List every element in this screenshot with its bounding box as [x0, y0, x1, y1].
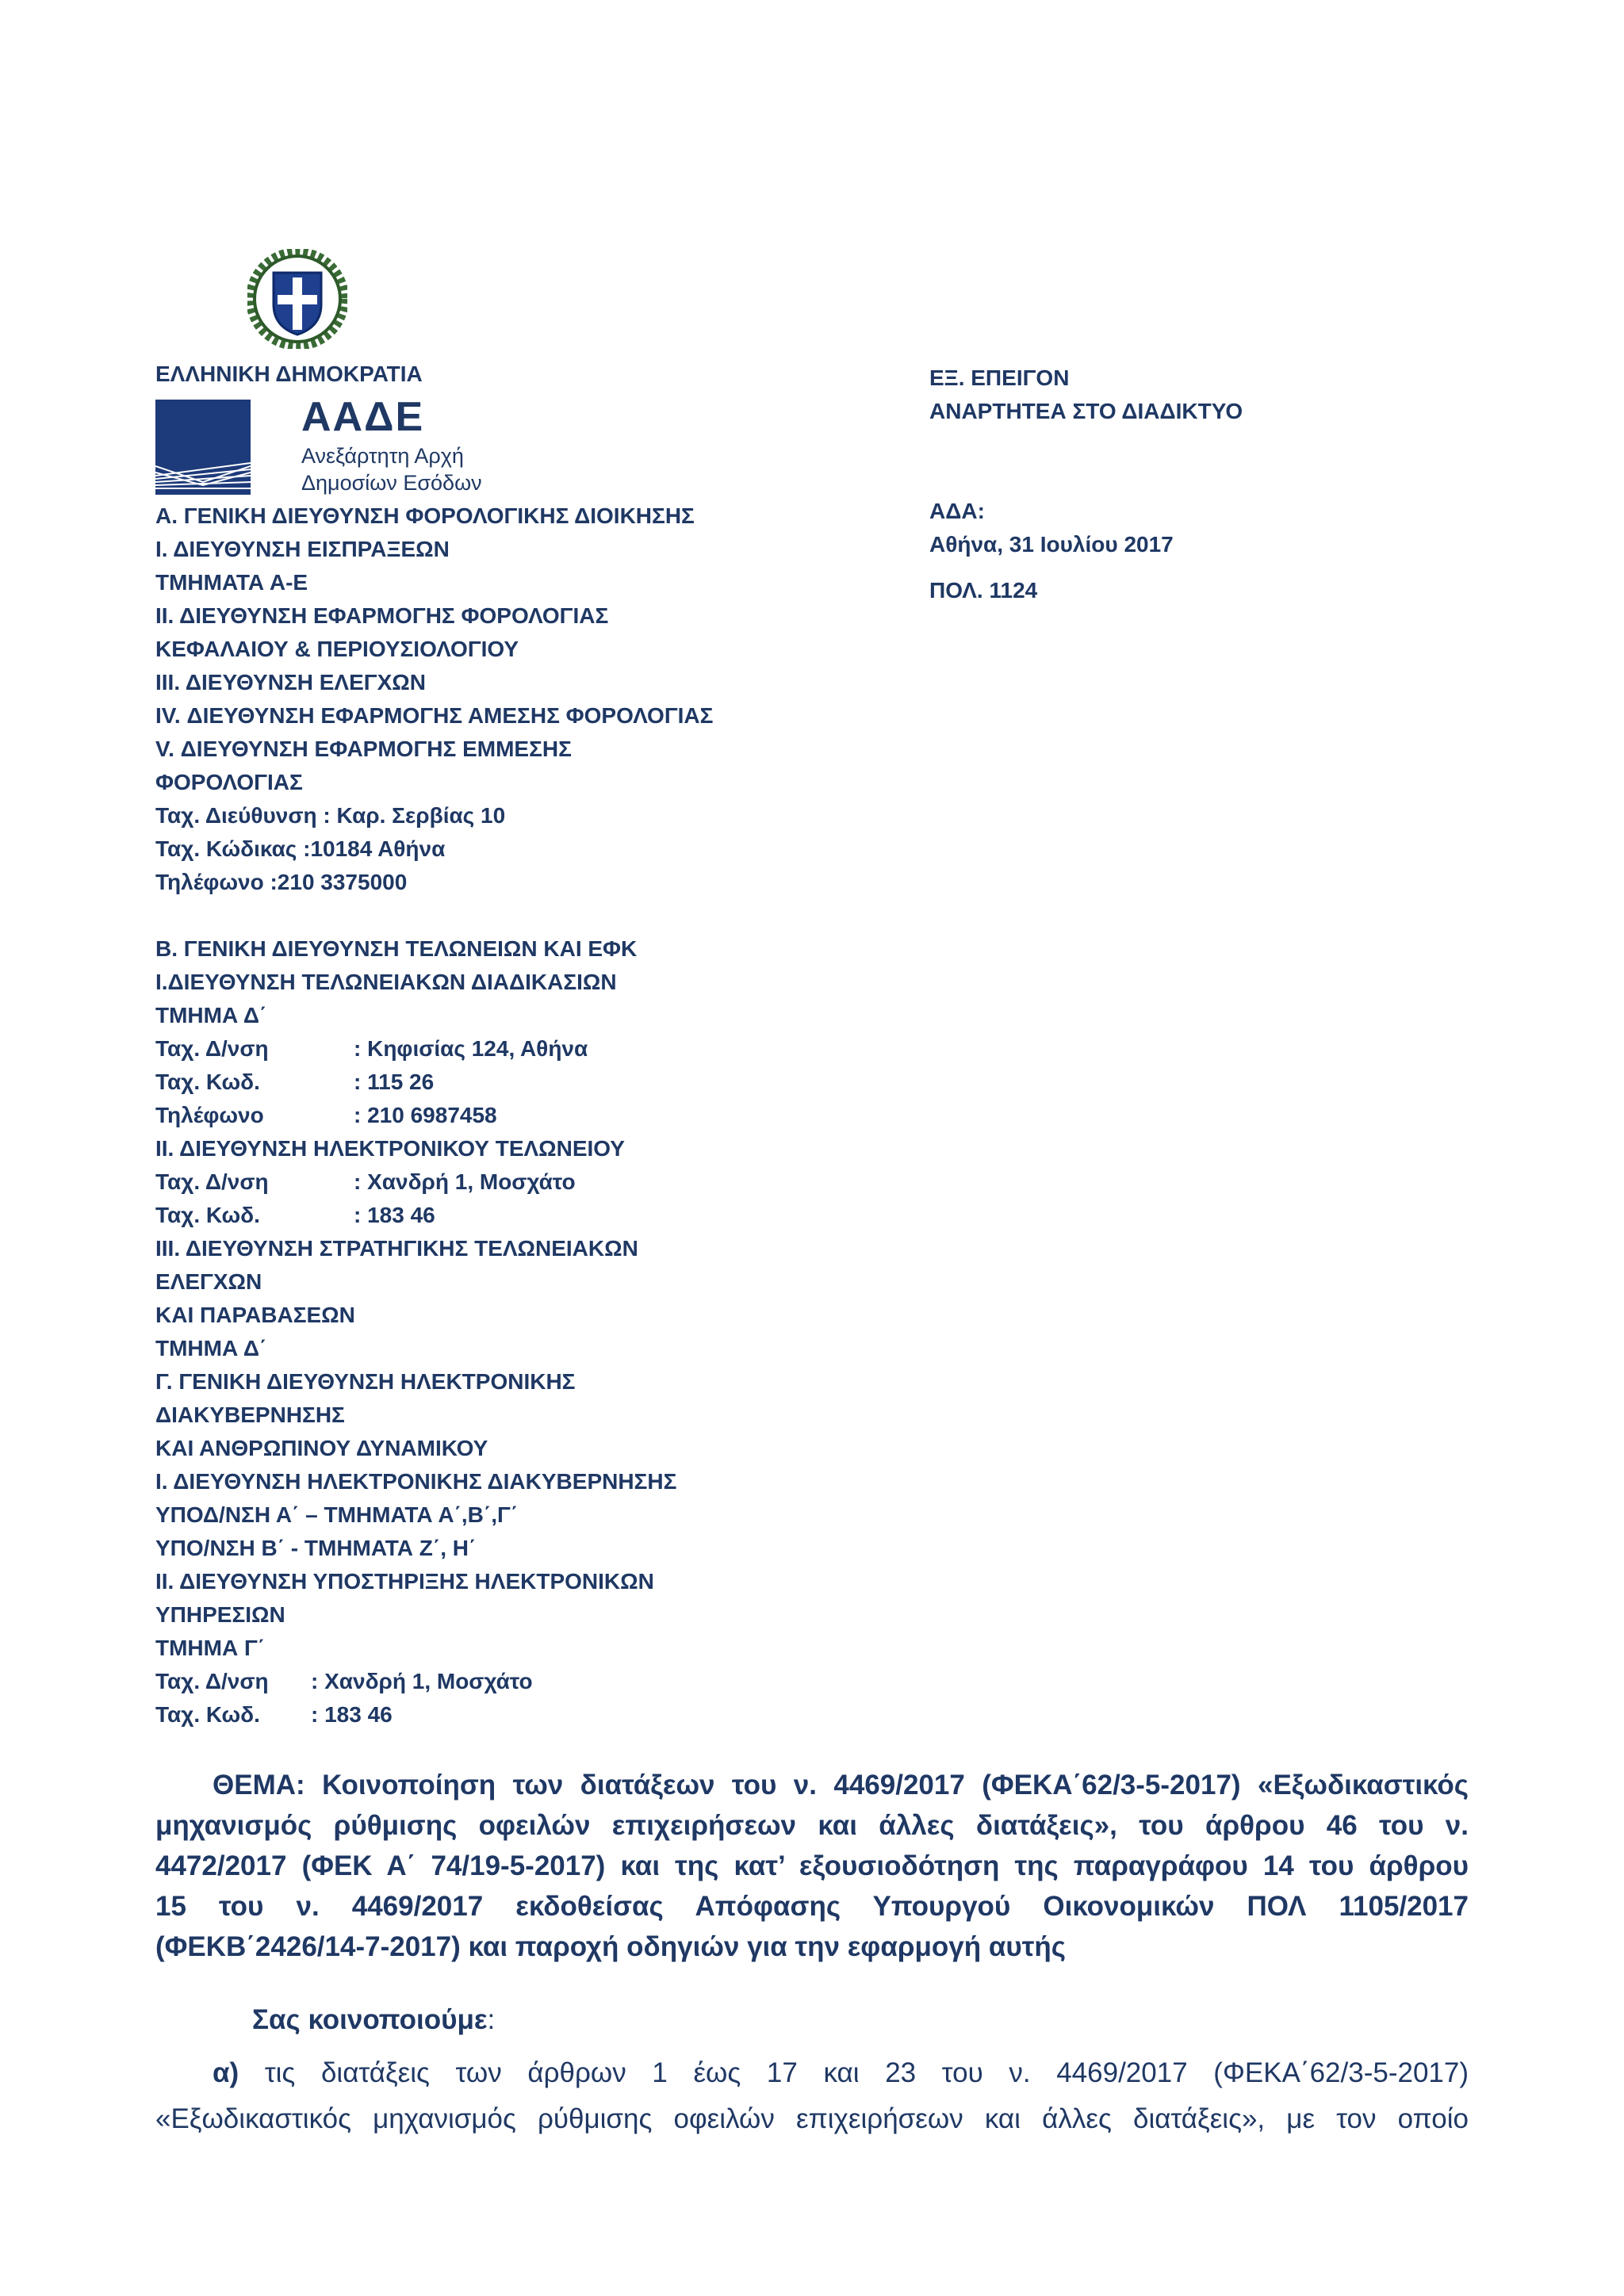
urgent-label: ΕΞ. ΕΠΕΙΓΟΝ [929, 365, 1070, 390]
address-line: ΥΠΟ/ΝΣΗ Β΄ - ΤΜΗΜΑΤΑ Ζ΄, Η΄ [155, 1536, 477, 1560]
aade-subtitle-2: Δημοσίων Εσόδων [301, 471, 482, 495]
address-line: ΙΙΙ. ΔΙΕΥΘΥΝΣΗ ΣΤΡΑΤΗΓΙΚΗΣ ΤΕΛΩΝΕΙΑΚΩΝ [155, 1236, 638, 1261]
subject-line: 4472/2017 (ΦΕΚ Α΄ 74/19-5-2017) και της κατ’ εξουσιοδότηση της παραγράφου 14 του άρθρου [155, 1850, 1469, 1881]
notify-colon: : [487, 2004, 496, 2035]
address-value: : 210 6987458 [354, 1103, 497, 1127]
address-kv [155, 1665, 790, 1698]
address-kv [155, 1199, 790, 1232]
ada-label: ΑΔΑ: [929, 499, 985, 523]
address-key: Ταχ. Δ/νση [155, 1169, 269, 1194]
address-key: Ταχ. Κωδ. [155, 1070, 260, 1094]
greek-emblem-icon [247, 249, 347, 349]
address-value: : Χανδρή 1, Μοσχάτο [354, 1169, 576, 1194]
address-kv [155, 1099, 790, 1132]
address-line: Α. ΓΕΝΙΚΗ ΔΙΕΥΘΥΝΣΗ ΦΟΡΟΛΟΓΙΚΗΣ ΔΙΟΙΚΗΣΗΣ [155, 503, 695, 528]
subject-line: 15 του ν. 4469/2017 εκδοθείσας Απόφασης Υπουργού Οικονομικών ΠΟΛ 1105/2017 [155, 1891, 1469, 1922]
paragraph-text: τις διατάξεις των άρθρων 1 έως 17 και 23 του ν. 4469/2017 (ΦΕΚΑ΄62/3-5-2017) [264, 2057, 1469, 2088]
address-line: ΚΑΙ ΠΑΡΑΒΑΣΕΩΝ [155, 1303, 355, 1327]
body-paragraph [155, 2050, 1469, 2142]
address-line: ΚΕΦΑΛΑΙΟΥ & ΠΕΡΙΟΥΣΙΟΛΟΓΙΟΥ [155, 637, 519, 661]
subject-line: μηχανισμός ρύθμισης οφειλών επιχειρήσεων και άλλες διατάξεις», του άρθρου 46 του ν. [155, 1810, 1469, 1841]
address-line: ΦΟΡΟΛΟΓΙΑΣ [155, 770, 303, 794]
address-line: Ταχ. Κώδικας :10184 Αθήνα [155, 836, 446, 861]
address-key: Ταχ. Δ/νση [155, 1669, 269, 1693]
publish-label: ΑΝΑΡΤΗΤΕΑ ΣΤΟ ΔΙΑΔΙΚΤΥΟ [929, 399, 1243, 423]
aade-logo-icon [155, 400, 251, 495]
address-key: Ταχ. Κωδ. [155, 1702, 260, 1727]
address-line: Τηλέφωνο :210 3375000 [155, 870, 408, 894]
aade-title: ΑΑΔΕ [301, 394, 425, 440]
address-line: ΙΙ. ΔΙΕΥΘΥΝΣΗ ΗΛΕΚΤΡΟΝΙΚΟΥ ΤΕΛΩΝΕΙΟΥ [155, 1136, 625, 1161]
addressee-block [155, 499, 790, 1732]
paragraph-line [155, 2050, 1469, 2096]
address-line: Ι. ΔΙΕΥΘΥΝΣΗ ΗΛΕΚΤΡΟΝΙΚΗΣ ΔΙΑΚΥΒΕΡΝΗΣΗΣ [155, 1469, 677, 1494]
address-line: ΥΠΗΡΕΣΙΩΝ [155, 1602, 285, 1627]
notify-heading [252, 2004, 495, 2036]
address-line: ΤΜΗΜΑ Δ΄ [155, 1003, 267, 1027]
address-kv [155, 1698, 790, 1732]
address-line: ΤΜΗΜΑ Γ΄ [155, 1636, 266, 1660]
address-value: : 183 46 [354, 1203, 435, 1227]
address-line: Ι.ΔΙΕΥΘΥΝΣΗ ΤΕΛΩΝΕΙΑΚΩΝ ΔΙΑΔΙΚΑΣΙΩΝ [155, 970, 617, 994]
address-line: Ι. ΔΙΕΥΘΥΝΣΗ ΕΙΣΠΡΑΞΕΩΝ [155, 537, 450, 561]
subject-line: (ΦΕΚΒ΄2426/14-7-2017) και παροχή οδηγιών για την εφαρμογή αυτής [155, 1931, 1066, 1962]
address-line: ΙV. ΔΙΕΥΘΥΝΣΗ ΕΦΑΡΜΟΓΗΣ ΑΜΕΣΗΣ ΦΟΡΟΛΟΓΙΑΣ [155, 703, 714, 728]
address-value: : 183 46 [311, 1702, 393, 1727]
address-key: Ταχ. Κωδ. [155, 1203, 260, 1227]
address-line: ΔΙΑΚΥΒΕΡΝΗΣΗΣ [155, 1402, 345, 1427]
address-value: : Χανδρή 1, Μοσχάτο [311, 1669, 533, 1693]
address-value: : 115 26 [354, 1070, 435, 1094]
address-line: V. ΔΙΕΥΘΥΝΣΗ ΕΦΑΡΜΟΓΗΣ ΕΜΜΕΣΗΣ [155, 737, 572, 761]
address-key: Τηλέφωνο [155, 1103, 264, 1127]
address-line: Β. ΓΕΝΙΚΗ ΔΙΕΥΘΥΝΣΗ ΤΕΛΩΝΕΙΩΝ ΚΑΙ ΕΦΚ [155, 936, 638, 961]
address-kv [155, 1165, 790, 1199]
address-kv [155, 1032, 790, 1066]
address-line: ΙΙΙ. ΔΙΕΥΘΥΝΣΗ ΕΛΕΓΧΩΝ [155, 670, 426, 695]
address-line: ΕΛΕΓΧΩΝ [155, 1269, 262, 1294]
subject-line: ΘΕΜΑ: Κοινοποίηση των διατάξεων του ν. 4469/2017 (ΦΕΚΑ΄62/3-5-2017) «Εξωδικαστικός [213, 1770, 1469, 1800]
address-key: Ταχ. Δ/νση [155, 1036, 269, 1061]
address-line: ΙΙ. ΔΙΕΥΘΥΝΣΗ ΕΦΑΡΜΟΓΗΣ ΦΟΡΟΛΟΓΙΑΣ [155, 603, 609, 628]
paragraph-line: «Εξωδικαστικός μηχανισμός ρύθμισης οφειλών επιχειρήσεων και άλλες διατάξεις», με τον οποίο [155, 2103, 1469, 2134]
address-kv [155, 1066, 790, 1099]
date-label: Αθήνα, 31 Ιουλίου 2017 [929, 532, 1174, 557]
pol-label: ΠΟΛ. 1124 [929, 578, 1038, 603]
aade-subtitle-1: Ανεξάρτητη Αρχή [301, 444, 464, 468]
right-header [929, 362, 1484, 607]
address-line: ΙΙ. ΔΙΕΥΘΥΝΣΗ ΥΠΟΣΤΗΡΙΞΗΣ ΗΛΕΚΤΡΟΝΙΚΩΝ [155, 1569, 654, 1594]
address-value: : Κηφισίας 124, Αθήνα [354, 1036, 588, 1061]
notify-text: Σας κοινοποιούμε [252, 2004, 488, 2035]
address-line: ΤΜΗΜΑΤΑ Α-Ε [155, 570, 308, 595]
republic-title: ΕΛΛΗΝΙΚΗ ΔΗΜΟΚΡΑΤΙΑ [155, 362, 423, 386]
address-line: ΚΑΙ ΑΝΘΡΩΠΙΝΟΥ ΔΥΝΑΜΙΚΟΥ [155, 1436, 488, 1460]
address-line: Γ. ΓΕΝΙΚΗ ΔΙΕΥΘΥΝΣΗ ΗΛΕΚΤΡΟΝΙΚΗΣ [155, 1369, 576, 1394]
address-line: ΤΜΗΜΑ Δ΄ [155, 1336, 267, 1360]
subject-block [155, 1765, 1469, 1967]
item-label: α) [213, 2057, 239, 2088]
address-line: Ταχ. Διεύθυνση : Καρ. Σερβίας 10 [155, 803, 506, 828]
address-line: ΥΠΟΔ/ΝΣΗ Α΄ – ΤΜΗΜΑΤΑ Α΄,Β΄,Γ΄ [155, 1502, 519, 1527]
